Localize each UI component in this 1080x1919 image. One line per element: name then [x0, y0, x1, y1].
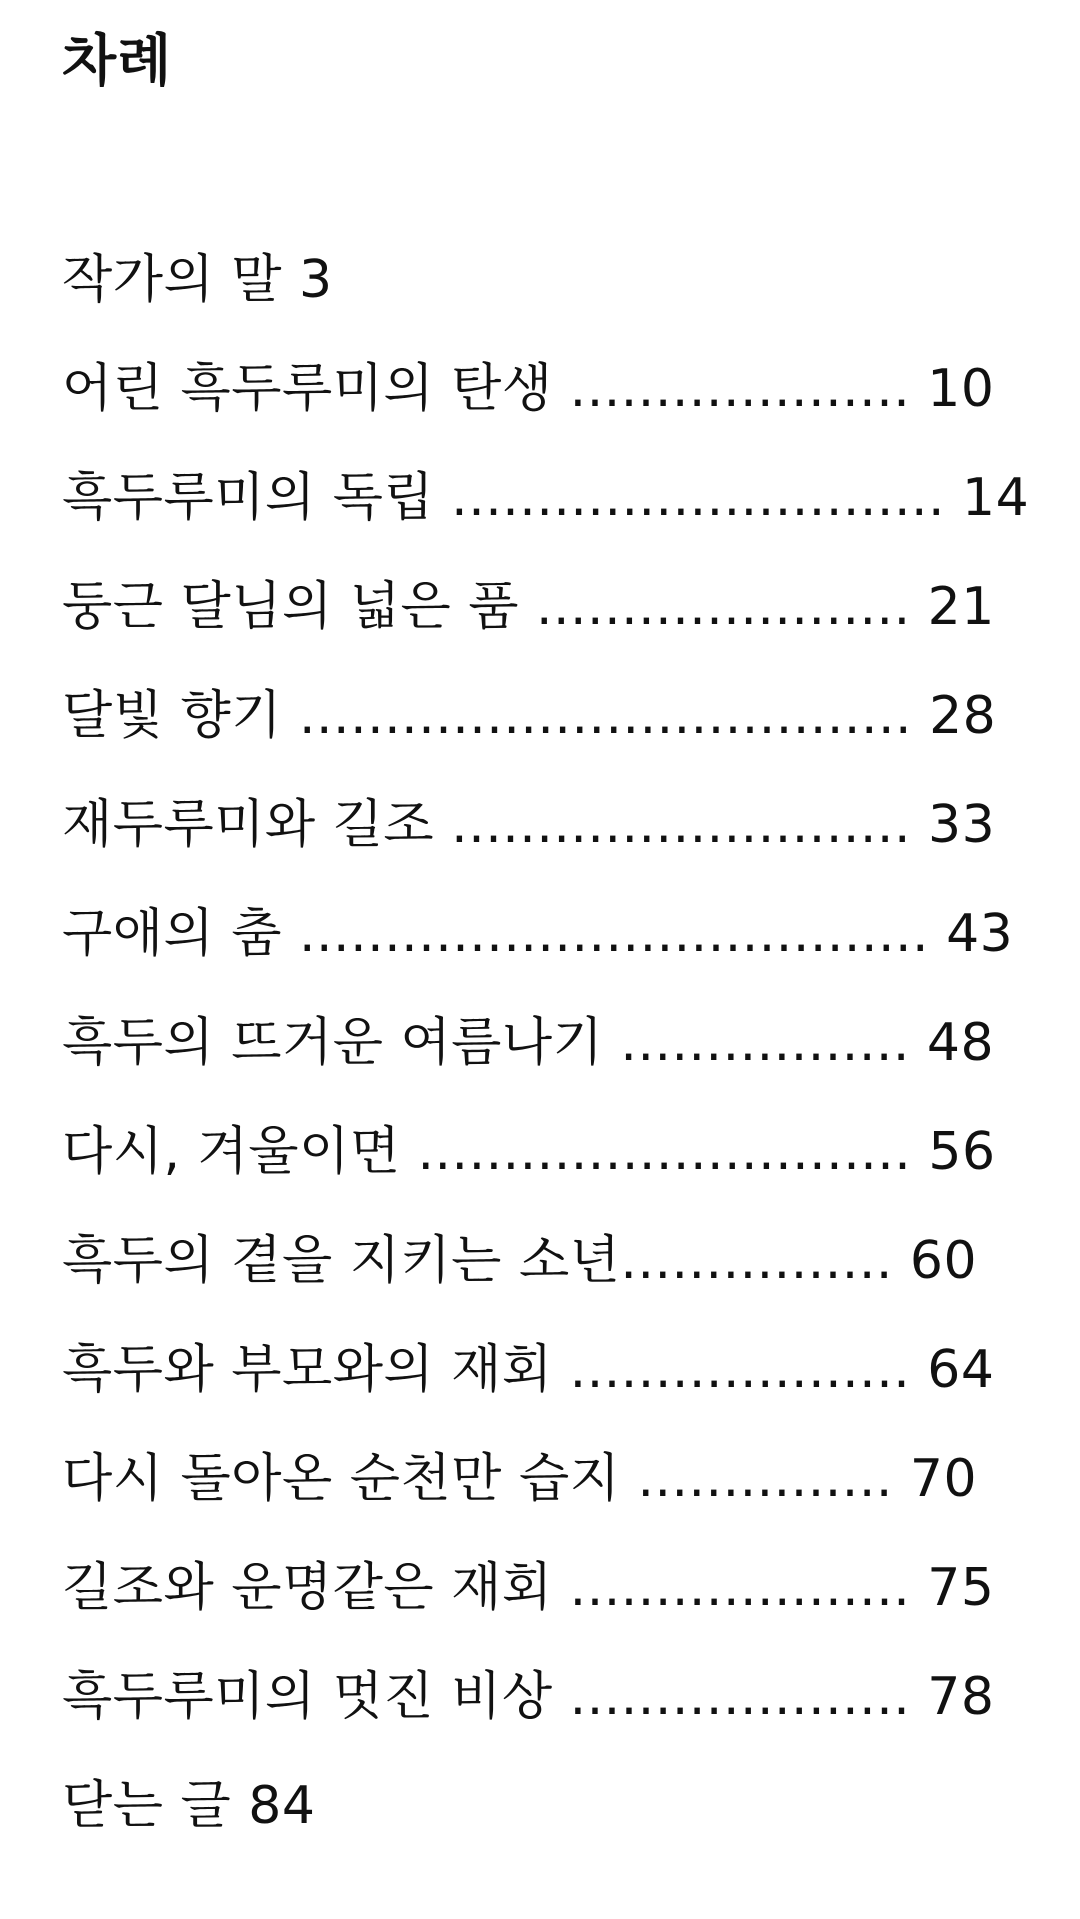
toc-heading: 차례	[62, 29, 173, 94]
toc-entry: 흑두의 곁을 지키는 소년................ 60	[62, 1231, 978, 1291]
toc-entry: 둥근 달님의 넓은 품 ...................... 21	[62, 577, 995, 637]
toc-entry: 흑두루미의 멋진 비상 .................... 78	[62, 1667, 995, 1727]
toc-entry: 다시 돌아온 순천만 습지 ............... 70	[62, 1449, 978, 1509]
toc-entry: 흑두의 뜨거운 여름나기 ................. 48	[62, 1013, 995, 1073]
toc-entry: 어린 흑두루미의 탄생 .................... 10	[62, 359, 995, 419]
toc-entry: 구애의 춤 ..................................... 43	[62, 904, 1014, 964]
toc-entry: 길조와 운명같은 재회 .................... 75	[62, 1558, 995, 1618]
toc-entry-author-note: 작가의 말 3	[62, 250, 333, 310]
toc-entry: 흑두루미의 독립 ............................. 14	[62, 468, 1030, 528]
toc-entry-closing: 닫는 글 84	[62, 1776, 316, 1836]
toc-entry: 달빛 향기 .................................... 28	[62, 686, 997, 746]
toc-entry: 흑두와 부모와의 재회 .................... 64	[62, 1340, 995, 1400]
toc-entry: 재두루미와 길조 ........................... 33	[62, 795, 996, 855]
toc-entry: 다시, 겨울이면 ............................. 56	[62, 1122, 996, 1182]
